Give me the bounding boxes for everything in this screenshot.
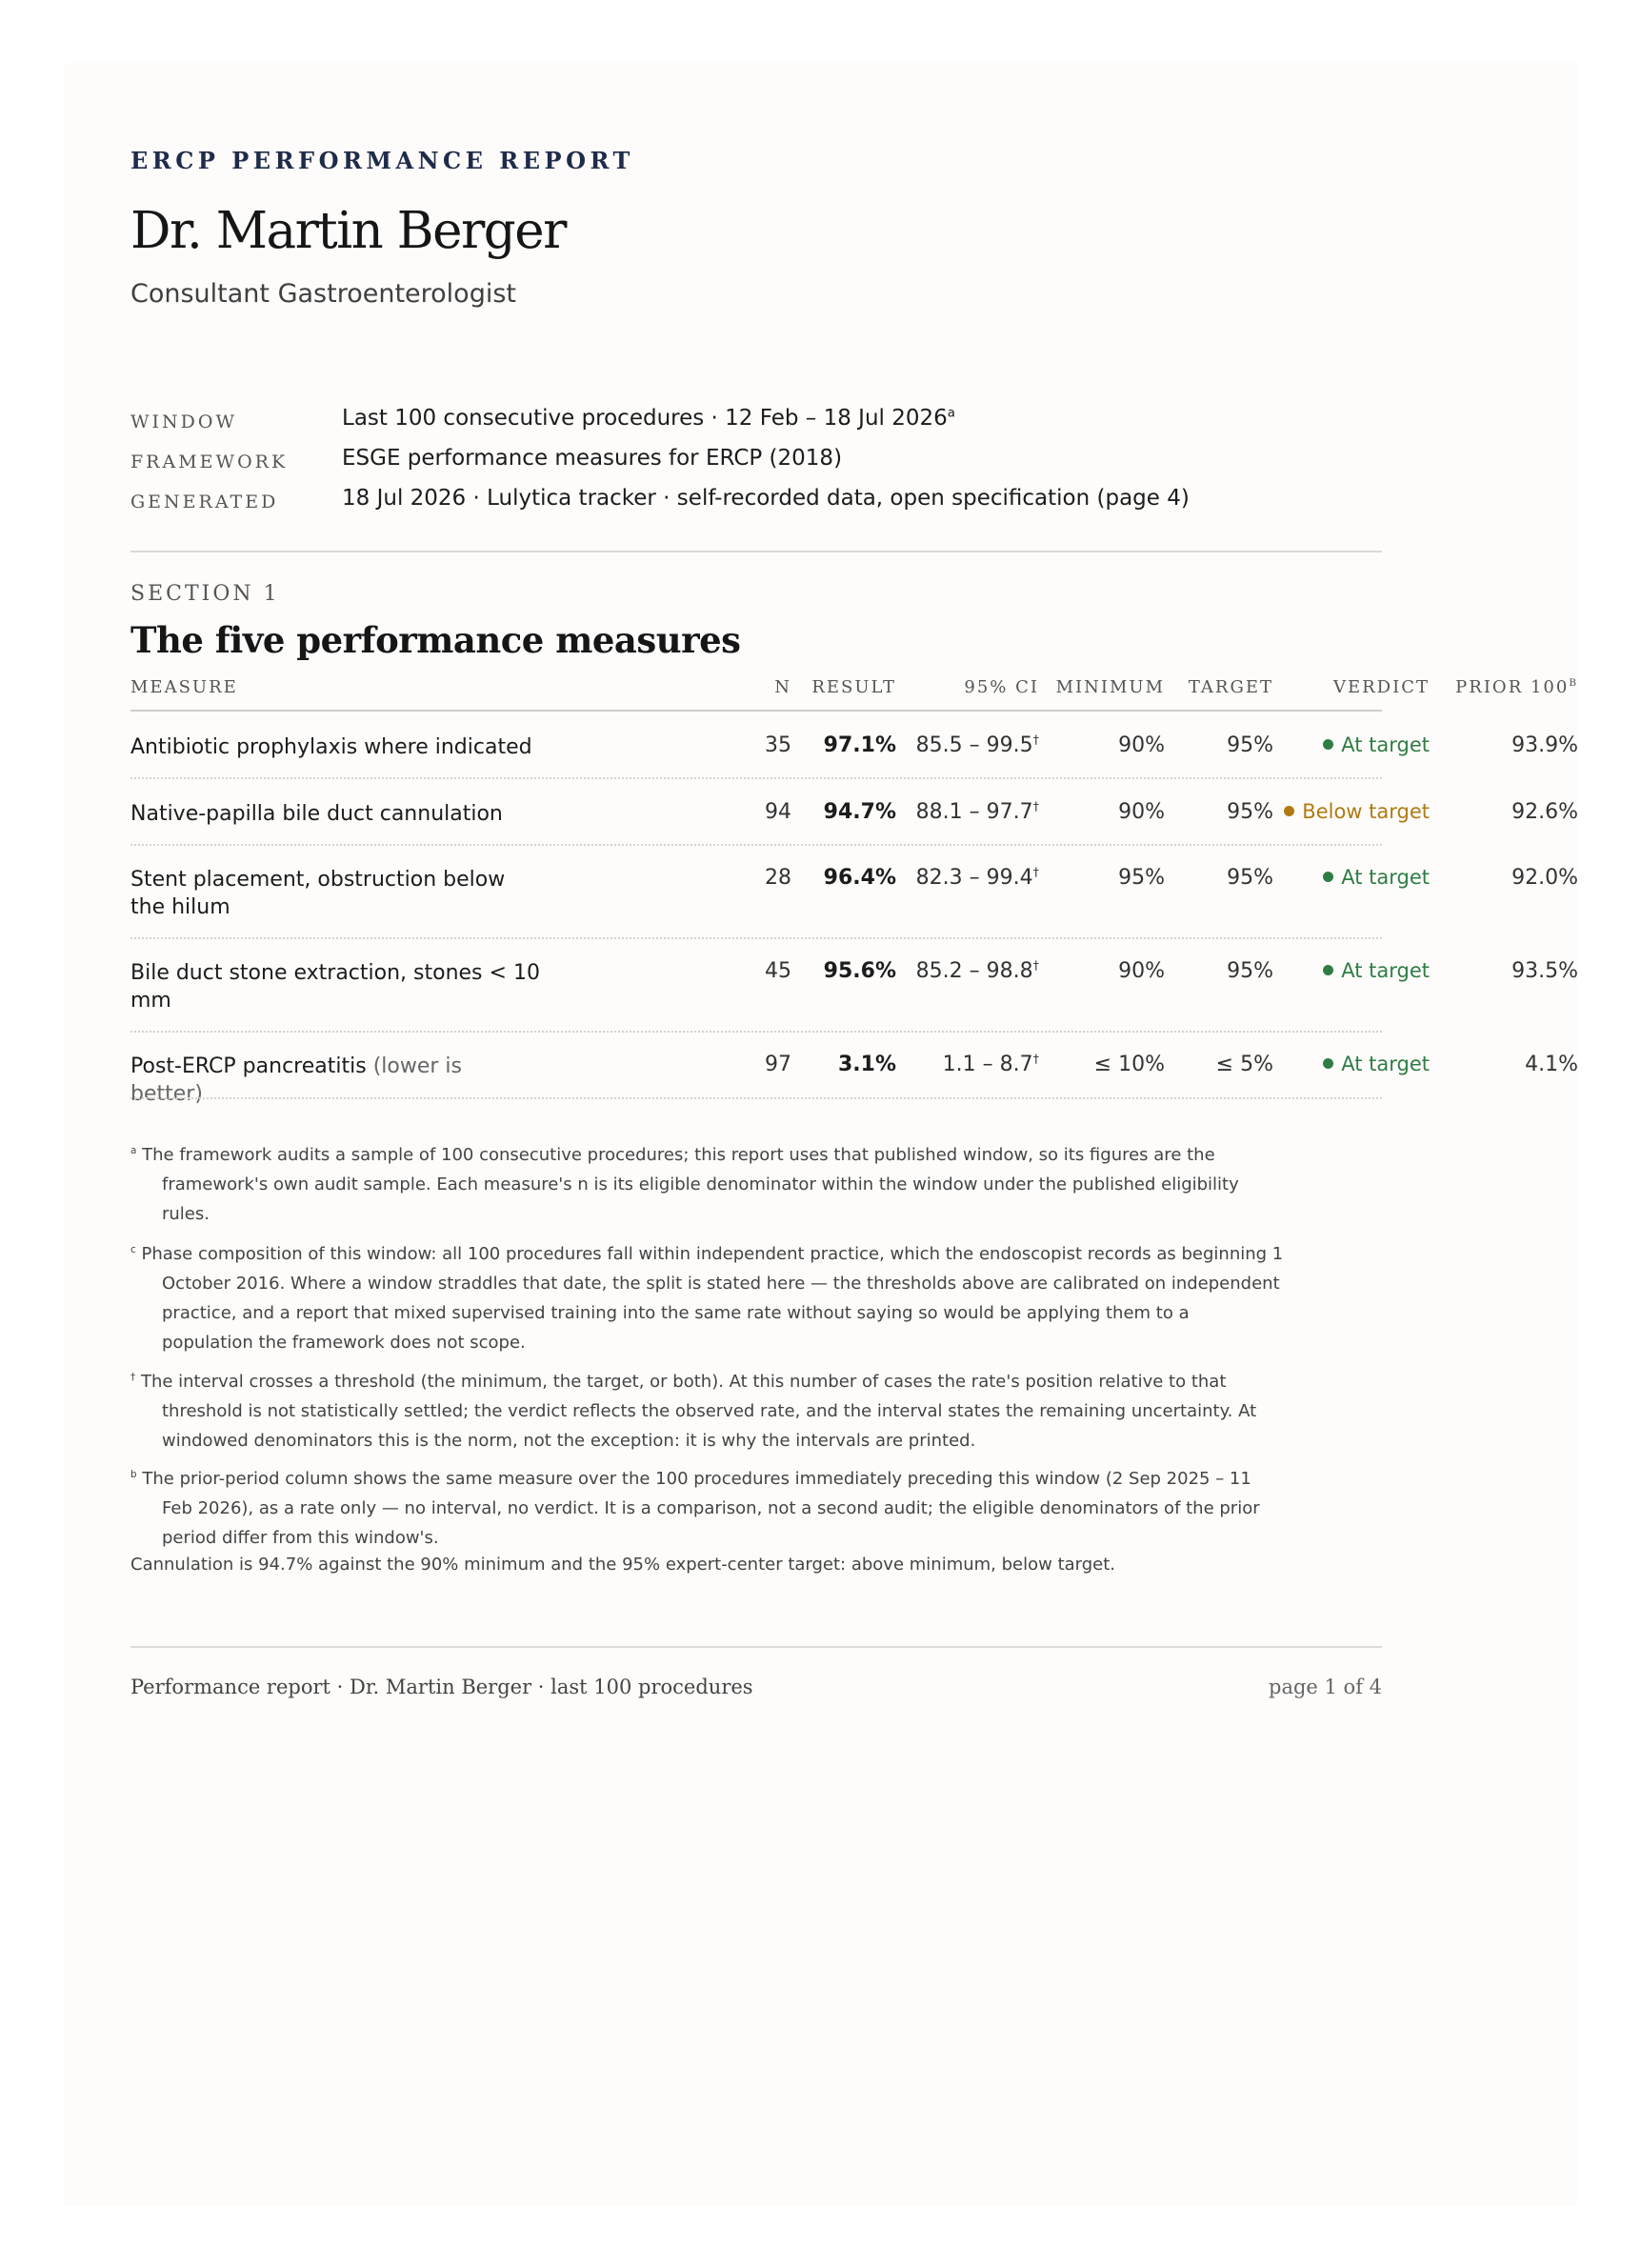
result-value: 95.6% xyxy=(823,959,896,983)
n-value: 28 xyxy=(765,866,791,890)
result-value: 3.1% xyxy=(837,1053,896,1076)
result-value: 94.7% xyxy=(823,800,896,824)
page-number: page 1 of 4 xyxy=(1269,1676,1382,1698)
minimum-value: 90% xyxy=(1118,733,1165,757)
row-divider xyxy=(130,1097,1382,1099)
minimum-value: ≤ 10% xyxy=(1093,1053,1165,1076)
footnote-ref-dagger: † xyxy=(1032,733,1039,748)
col-header-n: N xyxy=(774,677,791,697)
status-dot-icon xyxy=(1323,965,1333,975)
status-dot-icon xyxy=(1323,739,1333,750)
header-divider xyxy=(130,551,1382,552)
minimum-value: 95% xyxy=(1118,866,1165,890)
measure-name xyxy=(130,959,540,1014)
measure-label: Stent placement, obstruction below the hilum xyxy=(130,868,506,919)
measure-label: Post-ERCP pancreatitis xyxy=(130,1054,367,1078)
ci-range: 82.3 – 99.4 xyxy=(915,866,1033,890)
ci-range: 85.5 – 99.5 xyxy=(915,733,1033,757)
footnote-ref-a: a xyxy=(947,406,955,421)
col-header-prior xyxy=(1439,677,1578,697)
meta-generated xyxy=(130,484,1382,516)
ci-range: 85.2 – 98.8 xyxy=(915,959,1033,983)
report-eyebrow: ERCP PERFORMANCE REPORT xyxy=(130,147,634,174)
ci-range: 88.1 – 97.7 xyxy=(915,800,1033,824)
measure-name xyxy=(130,800,540,828)
footnote-text: Phase composition of this window: all 100 procedures fall within independent practice, which the endoscopist records as beginning 1 October 2016. Where a window straddles that date, the split is stated here — the thresholds above are calibrated on independent practice, and a report that mixed supervised training into the same rate without saying so would be applying them to a population the framework does not scope. xyxy=(141,1244,1284,1353)
col-header-minimum: MINIMUM xyxy=(1055,677,1165,697)
result-value: 97.1% xyxy=(823,733,896,757)
verdict-badge xyxy=(1273,1053,1430,1075)
prior-value: 93.9% xyxy=(1511,733,1578,757)
row-divider xyxy=(130,844,1382,846)
footnote-mark: c xyxy=(130,1244,136,1255)
physician-name: Dr. Martin Berger xyxy=(130,202,566,260)
result-value: 96.4% xyxy=(823,866,896,890)
verdict-label: At target xyxy=(1341,1053,1430,1075)
ci-value xyxy=(902,866,1039,890)
col-header-result: RESULT xyxy=(811,677,896,697)
target-value: 95% xyxy=(1227,800,1273,824)
verdict-label: At target xyxy=(1341,733,1430,756)
summary-note: Cannulation is 94.7% against the 90% minimum and the 95% expert-center target: above minimum, below target. xyxy=(130,1555,1116,1575)
status-dot-icon xyxy=(1323,872,1333,882)
meta-framework xyxy=(130,444,1382,476)
footnote-dagger xyxy=(130,1367,1286,1455)
verdict-label: At target xyxy=(1341,959,1430,982)
footnote-mark: a xyxy=(130,1145,137,1156)
footnote-ref-dagger: † xyxy=(1032,799,1039,814)
ci-value xyxy=(902,959,1039,983)
verdict-badge xyxy=(1273,733,1430,756)
row-divider xyxy=(130,1031,1382,1033)
target-value: 95% xyxy=(1227,866,1273,890)
meta-generated-value: 18 Jul 2026 · Lulytica tracker · self-recorded data, open specification (page 4) xyxy=(342,486,1190,511)
report-page xyxy=(65,63,1577,2206)
verdict-badge xyxy=(1273,800,1430,823)
measure-name xyxy=(130,866,540,921)
measure-label: Native-papilla bile duct cannulation xyxy=(130,802,503,826)
prior-value: 92.6% xyxy=(1511,800,1578,824)
row-divider xyxy=(130,777,1382,779)
meta-window-key: WINDOW xyxy=(130,411,237,432)
col-header-ci: 95% CI xyxy=(964,677,1039,697)
measure-label: Bile duct stone extraction, stones < 10 mm xyxy=(130,961,540,1013)
footnote-ref-dagger: † xyxy=(1032,865,1039,880)
status-dot-icon xyxy=(1323,1058,1333,1069)
ci-value xyxy=(902,1053,1039,1076)
n-value: 35 xyxy=(765,733,791,757)
prior-value: 4.1% xyxy=(1525,1053,1578,1076)
col-header-verdict: VERDICT xyxy=(1332,677,1430,697)
target-value: 95% xyxy=(1227,733,1273,757)
footer-title: Performance report · Dr. Martin Berger · last 100 procedures xyxy=(130,1676,753,1698)
footer-divider xyxy=(130,1646,1382,1648)
footnote-mark: † xyxy=(130,1372,136,1383)
col-header-measure: MEASURE xyxy=(130,677,238,697)
status-dot-icon xyxy=(1284,806,1294,816)
ci-value xyxy=(902,733,1039,757)
measure-note: (lower is better) xyxy=(130,1054,462,1106)
footnote-ref-dagger: † xyxy=(1032,1052,1039,1067)
footnote-text: The prior-period column shows the same measure over the 100 procedures immediately preceding this window (2 Sep 2025 – 11 Feb 2026), as a rate only — no interval, no verdict. It is a comparison, not a second audit; the eligible denominators of the prior period differ from this window's. xyxy=(142,1469,1260,1548)
minimum-value: 90% xyxy=(1118,959,1165,983)
meta-framework-value: ESGE performance measures for ERCP (2018) xyxy=(342,446,843,471)
meta-framework-key: FRAMEWORK xyxy=(130,452,289,472)
ci-range: 1.1 – 8.7 xyxy=(942,1053,1033,1076)
physician-role: Consultant Gastroenterologist xyxy=(130,279,516,309)
footnote-mark: b xyxy=(130,1469,137,1480)
target-value: 95% xyxy=(1227,959,1273,983)
n-value: 45 xyxy=(765,959,791,983)
section-title: The five performance measures xyxy=(130,619,741,661)
prior-value: 92.0% xyxy=(1511,866,1578,890)
meta-window xyxy=(130,404,1382,436)
footnote-b xyxy=(130,1464,1286,1553)
col-header-prior-text: PRIOR 100 xyxy=(1455,677,1570,697)
prior-value: 93.5% xyxy=(1511,959,1578,983)
measure-name xyxy=(130,733,540,761)
row-divider xyxy=(130,937,1382,939)
footnote-ref-b: B xyxy=(1569,677,1578,689)
footnote-ref-dagger: † xyxy=(1032,958,1039,973)
col-header-target: TARGET xyxy=(1188,677,1273,697)
meta-generated-key: GENERATED xyxy=(130,492,279,512)
verdict-label: At target xyxy=(1341,866,1430,889)
footnote-text: The framework audits a sample of 100 consecutive procedures; this report uses that published window, so its figures are the framework's own audit sample. Each measure's n is its eligible denominator within the window under the published eligibility rules. xyxy=(142,1145,1239,1224)
n-value: 94 xyxy=(765,800,791,824)
verdict-label: Below target xyxy=(1302,800,1430,823)
ci-value xyxy=(902,800,1039,824)
target-value: ≤ 5% xyxy=(1215,1053,1273,1076)
table-header-rule xyxy=(130,710,1382,712)
measure-label: Antibiotic prophylaxis where indicated xyxy=(130,735,532,759)
footnote-a xyxy=(130,1140,1286,1229)
section-label: SECTION 1 xyxy=(130,582,280,606)
n-value: 97 xyxy=(765,1053,791,1076)
measure-name xyxy=(130,1053,540,1108)
footnote-c xyxy=(130,1239,1286,1357)
meta-window-text: Last 100 consecutive procedures · 12 Feb – 18 Jul 2026 xyxy=(342,406,948,431)
footnote-text: The interval crosses a threshold (the minimum, the target, or both). At this number of cases the rate's position relative to that threshold is not statistically settled; the verdict reflects the observed rate, and the interval states the remaining uncertainty. At windowed denominators this is the norm, not the exception: it is why the intervals are printed. xyxy=(140,1372,1257,1451)
verdict-badge xyxy=(1273,959,1430,982)
verdict-badge xyxy=(1273,866,1430,889)
minimum-value: 90% xyxy=(1118,800,1165,824)
meta-window-value xyxy=(342,406,955,431)
